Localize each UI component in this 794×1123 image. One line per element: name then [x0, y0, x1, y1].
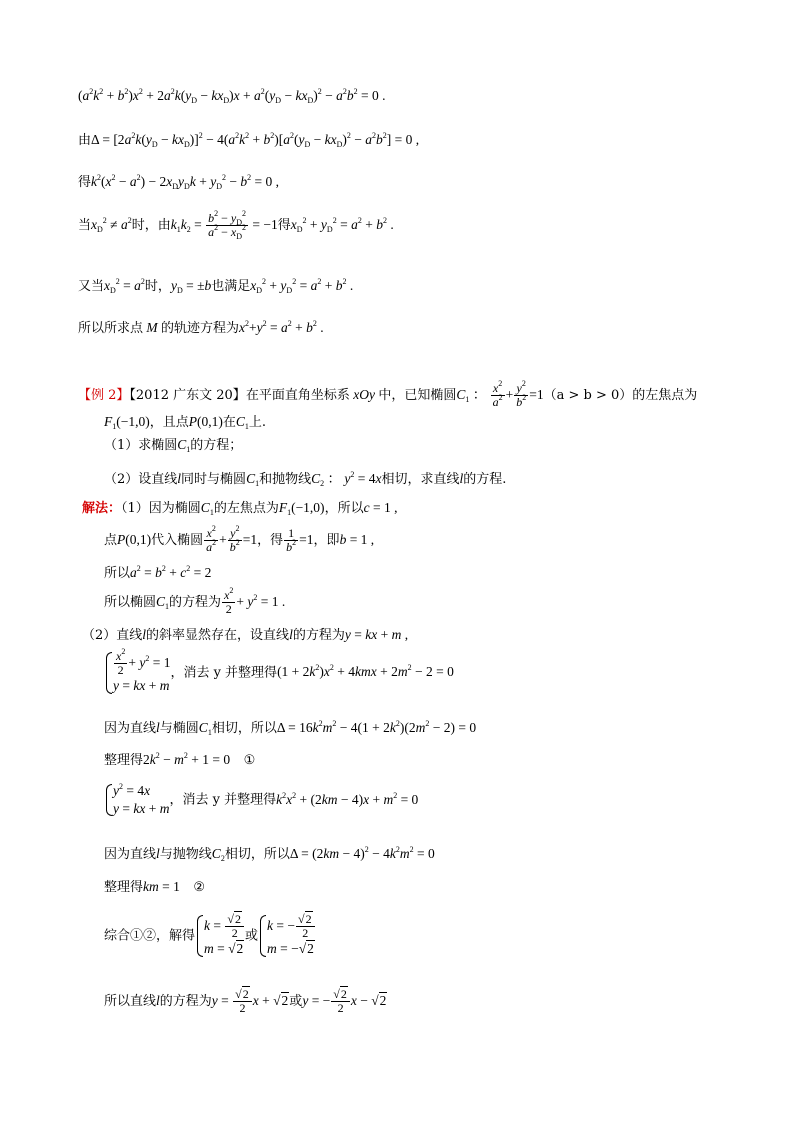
simp-2: 整理得: [104, 880, 144, 895]
ellipse-y-frac: $\frac{y^2}{b^2}$: [516, 379, 527, 410]
q2-d: 相切，求直线: [381, 472, 460, 487]
tan1a: 因为直线: [104, 721, 157, 736]
on-end: 上.: [248, 415, 267, 430]
tangent-1: 因为直线l与椭圆$C_1$相切，所以$\Delta = 16k^2m^2 - 4(1 + 2k^2)(2m^2 - 2) = 0$: [104, 719, 477, 737]
final-b: 的方程为: [159, 994, 212, 1010]
text-you-dang: 又当: [78, 279, 105, 294]
p2c: 的方程为: [292, 628, 345, 643]
p2b: 的斜率显然存在，设直线: [146, 628, 290, 643]
s2b: 代入椭圆: [151, 533, 204, 549]
tangent-2: 因为直线l与抛物线$C_2$相切，所以$\Delta = (2km - 4)^2 - 4k^2m^2 = 0$: [104, 845, 435, 863]
system-2: $y^2 = 4x$ y = kx + m ，消去 y 并整理得$k^2x^2 + (2km - 4)x + m^2 = 0$: [104, 782, 418, 818]
s2c: ，得: [257, 533, 284, 549]
simplify-2: 整理得km = 1 ②: [104, 879, 206, 895]
solution-line-4: 所以椭圆$C_1$的方程为 $\frac{x^2}{2}$ + $y^2 = 1$ .: [104, 586, 286, 617]
text-suoyi-dian: 所以所求点: [78, 321, 144, 336]
text-dang: 当: [78, 218, 92, 234]
one-over-b2: $\frac{1}{b^2}$: [286, 526, 297, 555]
final-line: 所以直线l的方程为y = $\frac{√2}{2}$ x + √2或y = − $\frac{√2}{2}$ x − √2: [104, 987, 387, 1016]
text-shi: 时，: [144, 279, 171, 294]
on-text: 在: [222, 415, 236, 430]
final-a: 所以直线: [104, 994, 157, 1010]
s2d: ，即: [313, 533, 340, 549]
p2a: （2）直线: [82, 628, 143, 643]
s3: 所以: [104, 566, 131, 581]
equation-line-6: 所以所求点 M 的轨迹方程为$x^2+y^2 = a^2 + b^2$ .: [78, 319, 324, 336]
solution-line-1: 解法：（1）因为椭圆$C_1$的左焦点为$F_1(-1,0)$，所以c = 1 ,: [82, 500, 398, 517]
circle-2: ②: [193, 880, 206, 895]
combine: 综合①②，解得: [104, 928, 196, 944]
tan2b: 与抛物线: [159, 847, 212, 862]
example-source: 【2012 广东文 20】: [129, 388, 246, 404]
example-mid: 中，已知椭圆: [378, 388, 457, 404]
or-2: 或: [289, 994, 303, 1010]
s4a: 所以椭圆: [104, 595, 157, 611]
example-line-2: $F_1(-1,0)$，且点P(0,1)在$C_1$上.: [104, 414, 267, 431]
text-you: 由: [78, 133, 92, 148]
q1-end: 的方程；: [190, 438, 243, 453]
text-shi-you: 时，由: [131, 218, 171, 234]
s4b: 的方程为: [169, 595, 222, 611]
circle-1: ①: [243, 753, 256, 768]
q2-b: 同时与椭圆: [181, 472, 247, 487]
text-ye-manzu: 也满足: [211, 279, 251, 294]
text-de: 得: [78, 175, 92, 190]
system-brace-2: $y^2 = 4x$ y = kx + m: [104, 782, 169, 818]
tan2a: 因为直线: [104, 847, 157, 862]
q1-text: （1）求椭圆: [104, 438, 178, 453]
q2-text: （2）设直线: [104, 472, 178, 487]
elim1: ，消去 y 并整理得: [170, 665, 278, 681]
answer-frac: $\frac{x^2}{2}$: [224, 586, 234, 617]
tan1c: 相切，所以: [211, 721, 277, 736]
equation-line-2: 由$\Delta = [2a^2k(y_D - kx_D)]^2 - 4(a^2k^2 + b^2)[a^2(y_D - kx_D)^2 - a^2b^2] = 0$ ,: [78, 131, 420, 149]
s1b: 的左焦点为: [213, 501, 279, 516]
example-cond: （a > b > 0）的左焦点为: [543, 388, 698, 404]
question-1: （1）求椭圆$C_1$的方程；: [104, 437, 243, 454]
solution-system-2: k = − $\frac{√2}{2}$ m = −√2: [258, 913, 316, 959]
equation-line-3: 得$k^2(x^2 - a^2) - 2x_Dy_Dk + y_D^2 - b^2 = 0$ ,: [78, 173, 279, 191]
tan1b: 与椭圆: [159, 721, 199, 736]
text-de-2: 得: [277, 218, 291, 234]
final-frac-1: $\frac{√2}{2}$: [233, 988, 252, 1015]
system-1: $\frac{x^2}{2}$ + $y^2 = 1$ y = kx + m ，消去 y 并整理得$(1 + 2k^2)x^2 + 4kmx + 2m^2 - 2 = 0$: [104, 650, 454, 696]
equation-line-5: 又当$x_D^2 = a^2$时，$y_D = \pm b$也满足$x_D^2 + y_D^2 = a^2 + b^2$ .: [78, 277, 354, 295]
s1c: ，所以: [324, 501, 364, 516]
q2-c: 和抛物线: [259, 472, 312, 487]
simplify-1: 整理得$2k^2 - m^2 + 1 = 0$ ①: [104, 751, 256, 768]
solution-line-2: 点P(0,1)代入椭圆 $\frac{x^2}{a^2}$ + $\frac{y^2}{b^2}$ =1，得 $\frac{1}{b^2}$ =1，即b = 1 ,: [104, 524, 375, 555]
simp-1: 整理得: [104, 753, 144, 768]
point-text: ，且点: [149, 415, 189, 430]
example-intro: 在平面直角坐标系: [245, 388, 350, 404]
or-1: 或: [244, 928, 258, 944]
text-guiji: 的轨迹方程为: [161, 321, 240, 336]
sub-y-frac: $\frac{y^2}{b^2}$: [229, 524, 240, 555]
example-tag: 【例 2】: [78, 388, 130, 404]
tan2c: 相切，所以: [224, 847, 290, 862]
combine-line: [104, 913, 316, 959]
example-heading: 【例 2】【2012 广东文 20】在平面直角坐标系 xOy 中，已知椭圆$C_1$ ： $\frac{x^2}{a^2}$ + $\frac{y^2}{b^2}$ =1（a > b > 0）的左焦点为: [78, 379, 698, 410]
s2a: 点: [104, 533, 118, 549]
equation-line-4: 当$x_D^2 \ne a^2$时，由$k_1k_2$ = $\frac{b^2 - y_D^2}{a^2 - x_D^2}$ = −1得$x_D^2 + y_D^2 = a^2 + b^2$ .: [78, 209, 394, 242]
system-brace-1: $\frac{x^2}{2}$ + $y^2 = 1$ y = kx + m: [104, 650, 170, 696]
solution-line-3: 所以$a^2 = b^2 + c^2 = 2$: [104, 564, 212, 581]
q2-e: 的方程.: [463, 472, 507, 487]
sub-x-frac: $\frac{x^2}{a^2}$: [206, 524, 217, 555]
equation-line-1: $(a^2k^2 + b^2)x^2 + 2a^2k(y_D - kx_D)x + a^2(y_D - kx_D)^2 - a^2b^2 = 0$ .: [78, 87, 386, 105]
solution-label: 解法：: [82, 501, 122, 516]
solution-system-1: k = $\frac{√2}{2}$ m = √2: [195, 913, 245, 959]
ellipse-x-frac: $\frac{x^2}{a^2}$: [492, 379, 503, 410]
s1a: （1）因为椭圆: [121, 501, 201, 516]
final-frac-2: $\frac{√2}{2}$: [331, 988, 350, 1015]
elim2: ，消去 y 并整理得: [169, 792, 277, 808]
plane-name: xOy: [353, 387, 375, 403]
fraction-k1k2: $\frac{b^2 - y_D^2}{a^2 - x_D^2}$: [208, 209, 246, 242]
question-2: （2）设直线l同时与椭圆$C_1$和抛物线$C_2$ ： $y^2 = 4x$相切，求直线l的方程.: [104, 470, 507, 488]
part2-line-1: （2）直线l的斜率显然存在，设直线l的方程为y = kx + m ,: [82, 627, 409, 643]
